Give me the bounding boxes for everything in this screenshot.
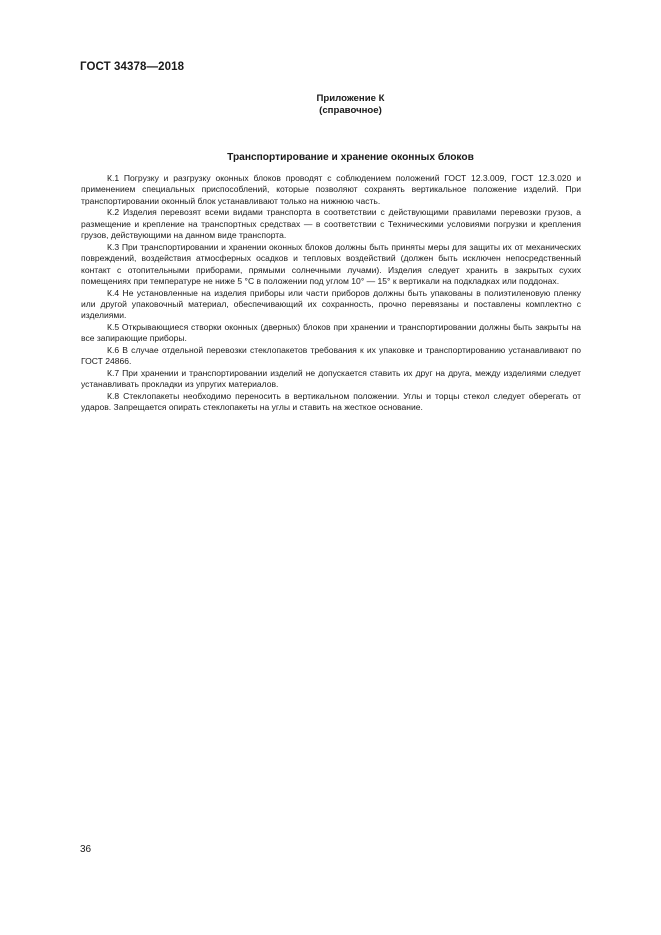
paragraph-k7: К.7 При хранении и транспортировании изделий не допускается ставить их друг на друга, между изделиями следует устанавливать прокладки из упругих материалов. xyxy=(81,367,581,390)
page-number: 36 xyxy=(80,844,92,855)
appendix-title: Приложение К xyxy=(316,93,385,104)
paragraph-k4: К.4 Не установленные на изделия приборы или части приборов должны быть упакованы в полиэтиленовую пленку или другой упаковочный материал, обеспечивающий их сохранность, прочно перевязаны и поставлены комплектно с изделиями. xyxy=(81,287,581,321)
paragraph-k5: К.5 Открывающиеся створки оконных (дверных) блоков при хранении и транспортировании должны быть закрыты на все запирающие приборы. xyxy=(81,321,581,344)
paragraph-k3: К.3 При транспортировании и хранении оконных блоков должны быть приняты меры для защиты их от механических повреждений, воздействия атмосферных осадков и тепловых воздействий (должен быть исключен непосредственный контакт с отопительными приборами, прямыми солнечными лучами). Изделия следует хранить в закрытых сухих помещениях при температуре не ниже 5 °С в положении под углом 10° — 15° к вертикали на подкладках или поддонах. xyxy=(81,241,581,287)
paragraph-k1: К.1 Погрузку и разгрузку оконных блоков проводят с соблюдением положений ГОСТ 12.3.009, ГОСТ 12.3.020 и применением специальных приспособлений, которые позволяют сохранять вертикальное положение изделий. При транспортировании оконный блок устанавливают только на нижнюю часть. xyxy=(81,173,581,206)
paragraph-k6: К.6 В случае отдельной перевозки стеклопакетов требования к их упаковке и транспортированию устанавливают по ГОСТ 24866. xyxy=(81,344,581,367)
body-text xyxy=(81,173,581,414)
appendix-note: (справочное) xyxy=(319,105,382,116)
section-title: Транспортирование и хранение оконных блоков xyxy=(227,152,474,163)
paragraph-k2: К.2 Изделия перевозят всеми видами транспорта в соответствии с действующими правилами перевозки грузов, а размещение и крепление на транспортных средствах — в соответствии с Техническими условиями погрузки и крепления грузов, действующими на данном виде транспорта. xyxy=(81,207,581,241)
document-code: ГОСТ 34378—2018 xyxy=(80,61,185,73)
paragraph-k8: К.8 Стеклопакеты необходимо переносить в вертикальном положении. Углы и торцы стекол следует оберегать от ударов. Запрещается опирать стеклопакеты на углы и ставить на жесткое основание. xyxy=(81,390,581,413)
